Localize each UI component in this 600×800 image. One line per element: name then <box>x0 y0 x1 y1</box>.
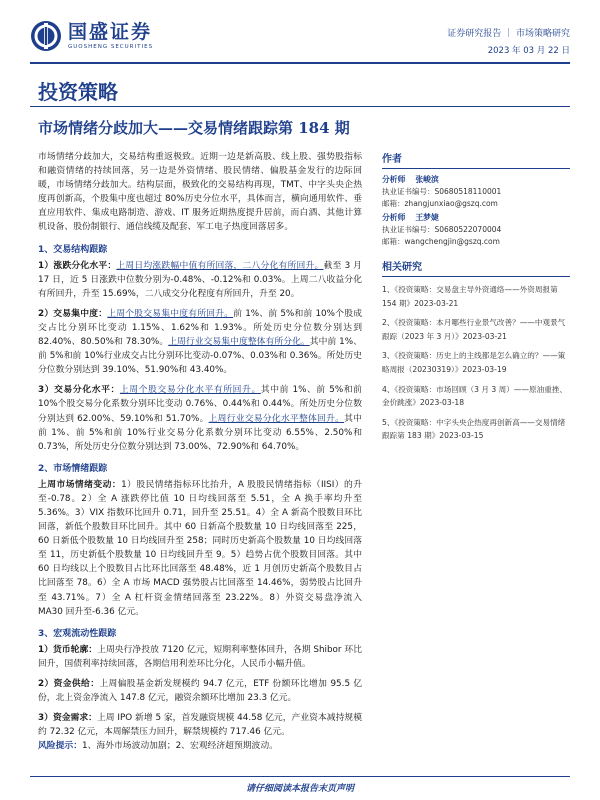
para-highlight: 上周行业交易集中度整体有所分化。 <box>168 337 310 348</box>
author-2 <box>382 212 570 224</box>
para-text: 前 1%、前 5%和前 10%个股成交占比分别环比变动 1.15%、1.62%和 1.93%。所处历史分位数分别达到 82.40%、80.50%和 78.30%。 <box>38 308 362 348</box>
para-text: 截至 3 月 17 日，近 5 日涨跌中位数分别为-0.48%、-0.12%和 0.03%。上周二八收益分化有所回升，升至 15.69%，二八成交分化程度有所回升，升至 20。 <box>38 260 362 299</box>
para-highlight: 上周行业交易分化水平整体回升。 <box>208 413 345 424</box>
paragraph-risk-warning <box>38 739 362 753</box>
related-item[interactable]: 4、《投资策略：市场回顾（3 月 3 周）——原油重挫、金价跳涨》2023-03-18 <box>382 384 567 408</box>
section-heading-liquidity: 3、宏观流动性跟踪 <box>38 628 117 639</box>
footer-divider <box>30 776 570 777</box>
header-divider <box>30 62 570 64</box>
logo-chinese-name: 国盛证券 <box>68 21 153 43</box>
guosheng-logo-icon <box>30 20 62 52</box>
author-name: 王梦婕 <box>415 213 439 222</box>
paragraph-sentiment <box>38 478 362 619</box>
report-category-tags: 证券研究报告 ｜ 市场策略研究 <box>447 29 570 39</box>
author-1 <box>382 174 570 186</box>
author-email[interactable]: 邮箱：wangchengjin@gszq.com <box>382 237 500 246</box>
paragraph-price-divergence <box>38 259 362 301</box>
report-header <box>0 0 600 62</box>
report-date: 2023 年 03 月 22 日 <box>487 46 570 56</box>
authors-heading: 作者 <box>382 150 570 169</box>
para-head: 1）货币轮廓： <box>38 644 98 655</box>
author-email[interactable]: 邮箱：zhangjunxiao@gszq.com <box>382 199 498 208</box>
para-text: 其中前 1%、前 5%和前 10%行业成交占比分别环比变动-0.07%、0.03%和 0.36%。所处历史分位数分别达到 39.10%、51.90%和 43.40%。 <box>38 337 362 376</box>
footer-disclaimer: 请仔细阅读本报告末页声明 <box>245 784 354 794</box>
author-license: 执业证书编号：S0680522070004 <box>382 225 502 234</box>
sidebar <box>382 150 570 443</box>
para-head: 1）涨跌分化水平： <box>38 260 117 271</box>
title-divider <box>30 106 570 107</box>
para-head: 3）资金需求： <box>38 713 97 724</box>
para-text: 1、海外市场波动加剧；2、宏观经济超预期波动。 <box>82 741 278 752</box>
para-highlight: 上周个股交易分化水平有所回升。 <box>119 385 261 396</box>
intro-paragraph: 市场情绪分歧加大，交易结构重返极致。近期一边是新高股、线上股、强势股指标和融资情绪的持续回落，另一边是外资情绪、股民情绪、偏股基金发行的边际回暖，市场情绪分歧加大。结构层面，极致化的交易结构再现，TMT、中字头央企热度再创新高，个股集中度也超过 80%历史分位水平，具体而言，横向通用软件、垂直应用软件、集成电路制造、游戏、IT 服务近期热度提升居前，而白酒、其他计算机设备、股份制银行、通信线缆及配套、军工电子热度回落居多。 <box>38 152 362 233</box>
paragraph-fund-demand <box>38 711 362 739</box>
related-item[interactable]: 2、《投资策略：本月哪些行业景气改善？——中观景气跟踪（2023 年 3 月）》2023-03-21 <box>382 318 566 341</box>
related-item[interactable]: 1、《投资策略：交易盘主导外资通络——外资周报第 154 期》2023-03-21 <box>382 285 558 308</box>
section-heading-trading-structure: 1、交易结构跟踪 <box>38 244 108 255</box>
document-type: 投资策略 <box>38 80 118 104</box>
paragraph-monetary <box>38 643 362 671</box>
para-head: 2）资金供给： <box>38 678 100 689</box>
para-head: 3）交易分化水平： <box>38 385 120 396</box>
report-title: 市场情绪分歧加大——交易情绪跟踪第 184 期 <box>38 119 350 137</box>
para-text: 1）股民情绪指标环比抬升，A 股股民情绪指标（IISI）的升至-0.78。2）全 A 涨跌停比值 10 日均线回落至 5.51，全 A 换手率均升至 5.36%。3）VIX 指数环比回升 0.71，回升至 25.51。4）全 A 新高个股数目环比回落，新低个股数目环比回升。其中 60 日新高个股数量 10 日均线回落至 225，60 日新低个股数量 10 日均线回升至 258；同时历史新高个股数量 10 日均线回落至 11，历史新低个股数量 10 日均线回升至 9。5）趋势占优个股数目回落。其中 60 日均线以上个股数目占比环比回落至 48.48%，近 1 月创历史新高个股数目占比回落至 78。6）全 A 市场 MACD 强势股占比回落至 14.46%，弱势股占比回升至 43.71%。7）全 A 杠杆资金情绪回落至 23.22%。8）外资交易盘净流入 MA30 回升至-6.36 亿元。 <box>38 479 362 617</box>
para-text: 上周偏股基金新发规模约 94.7 亿元，ETF 份额环比增加 95.5 亿份，北上资金净流入 147.8 亿元，融资余额环比增加 23.3 亿元。 <box>38 678 362 703</box>
paragraph-trading-divergence <box>38 383 362 453</box>
logo-english-name: GUOSHENG SECURITIES <box>68 44 154 50</box>
author-name: 张峻滨 <box>415 175 439 184</box>
para-highlight: 上周日均涨跌幅中值有所回落，二八分化有所回升。 <box>116 260 324 271</box>
author-license: 执业证书编号：S0680518110001 <box>382 187 502 196</box>
related-research <box>382 258 570 443</box>
main-content <box>38 150 362 753</box>
para-head: 2）交易集中度： <box>38 308 108 319</box>
para-head: 风险提示： <box>38 741 82 752</box>
para-head: 上周市场情绪变动： <box>38 479 122 490</box>
section-heading-market-sentiment: 2、市场情绪跟踪 <box>38 463 108 474</box>
para-text: 其中前 1%、前 5%和前 10%个股交易分化系数分别环比变动 0.76%、0.44%和 0.44%。所处历史分位数分别达到 62.00%、59.10%和 51.70%。 <box>38 385 362 424</box>
para-text: 其中前 1%、前 5%和前 10%行业交易分化系数分别环比变动 6.55%、2.50%和 0.73%，所处历史分位数分别达到 73.00%、72.90%和 64.70%。 <box>38 413 362 452</box>
para-text: 上周 IPO 新增 5 家，首发融资规模 44.58 亿元，产业资本减持规模约 72.32 亿元，本周解禁压力回升，解禁规模约 717.46 亿元。 <box>38 713 362 738</box>
related-item[interactable]: 3、《投资策略：历史上的主线都是怎么确立的？——策略周报（20230319）》2023-03-19 <box>382 351 566 374</box>
related-heading: 相关研究 <box>382 258 570 277</box>
company-logo <box>30 20 153 52</box>
author-role: 分析师 <box>382 213 406 222</box>
author-role: 分析师 <box>382 175 406 184</box>
paragraph-fund-supply <box>38 677 362 705</box>
related-item[interactable]: 5、《投资策略：中字头央企热度再创新高——交易情绪跟踪第 183 期》2023-03-15 <box>382 417 566 441</box>
paragraph-concentration <box>38 307 362 377</box>
para-highlight: 上周个股交易集中度有所回升。 <box>107 308 234 319</box>
para-text: 上周央行净投放 7120 亿元，短期利率整体回升，各期 Shibor 环比回升，国债利率持续回落，各期信用利差环比分化，人民币小幅升值。 <box>38 644 363 669</box>
